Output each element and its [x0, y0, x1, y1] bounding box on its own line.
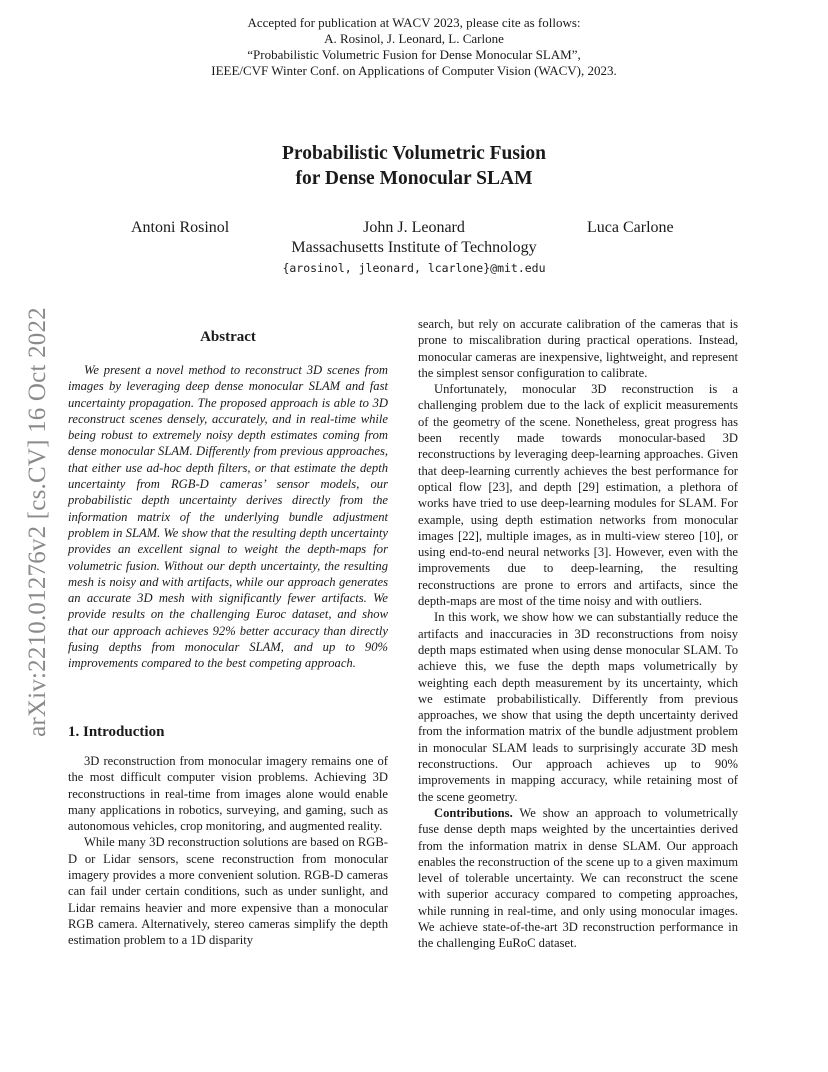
paragraph: Unfortunately, monocular 3D reconstruction is a challenging problem due to the lack of explicit measurements of the geometry of the scene. Nonetheless, great progress has been recently made towards monocular-based 3D reconstructions by leveraging deep-learning approaches. Given that deep-learning currently achieves the best performance for optical flow [23], and depth [29] estimation, a plethora of works have tried to use deep-learning modules for SLAM. For example, using depth estimation networks from monocular images [22], multiple images, as in multi-view stereo [10], or using end-to-end neural networks [3]. However, even with the improvements due to deep-learning, the resulting reconstructions are prone to errors and artifacts, since the depth-maps are most of the time noisy and with outliers. [418, 382, 738, 609]
notice-line: Accepted for publication at WACV 2023, please cite as follows: [247, 15, 581, 30]
notice-line: IEEE/CVF Winter Conf. on Applications of Computer Vision (WACV), 2023. [211, 63, 617, 78]
author-affiliation: Massachusetts Institute of Technology [291, 239, 537, 256]
paragraph: 3D reconstruction from monocular imagery remains one of the most difficult computer vision problems. Achieving 3D reconstructions in real-time from images alone would enable many applications in robotics, surveying, and gaming, such as autonomous vehicles, crop monitoring, and augmented reality. [68, 754, 388, 834]
publication-notice [0, 15, 828, 79]
paragraph: While many 3D reconstruction solutions are based on RGB-D or Lidar sensors, scene reconstruction from monocular imagery provides a more convenient solution. RGB-D cameras can fail under certain conditions, such as under sunlight, and Lidar remains heavier and more expensive than a monocular RGB camera. Alternatively, stereo cameras simplify the depth estimation problem to a 1D disparity [68, 835, 388, 948]
right-column [418, 316, 738, 952]
arxiv-stamp-text: arXiv:2210.01276v2 [cs.CV] 16 Oct 2022 [24, 307, 51, 737]
contributions-lead: Contributions. [434, 805, 513, 820]
introduction-body [68, 753, 388, 949]
contributions-text: We show an approach to volumetrically fuse dense depth maps weighted by the uncertainties derived from the information matrix in dense SLAM. Our approach enables the reconstruction of the scene up to a given maximum level of tolerable uncertainty. We can reconstruct the scene with superior accuracy compared to competing approaches, while running in real-time, and only using monocular images. We achieve state-of-the-art 3D reconstruction performance in the challenging EuRoC dataset. [418, 805, 738, 951]
abstract-body [68, 362, 388, 672]
paragraph: In this work, we show how we can substantially reduce the artifacts and inaccuracies in 3D reconstructions from noisy depth maps estimated when using dense monocular SLAM. To achieve this, we fuse the depth maps volumetrically by weighting each depth measurement by its uncertainty, which we estimate probabilistically. Differently from previous approaches, we show that using the depth uncertainty derived from the information matrix of the bundle adjustment problem in monocular SLAM leads to surprisingly accurate 3D mesh reconstructions. Our approach achieves up to 90% improvements in mapping accuracy, while retaining most of the scene geometry. [418, 610, 738, 804]
title-line: Probabilistic Volumetric Fusion [282, 143, 546, 164]
abstract-heading: Abstract [200, 329, 256, 345]
contributions-paragraph [418, 805, 738, 952]
title-line: for Dense Monocular SLAM [295, 168, 533, 189]
notice-line: “Probabilistic Volumetric Fusion for Dense Monocular SLAM”, [247, 47, 581, 62]
paper-title [0, 141, 828, 191]
author-emails: {arosinol, jleonard, lcarlone}@mit.edu [282, 261, 546, 275]
paragraph: search, but rely on accurate calibration of the cameras that is prone to miscalibration during practical operations. Instead, monocular cameras are inexpensive, lightweight, and represent the simplest sensor configuration to calibrate. [418, 317, 738, 380]
notice-line: A. Rosinol, J. Leonard, L. Carlone [324, 31, 504, 46]
author-name: Luca Carlone [587, 219, 674, 236]
author-name: John J. Leonard [363, 219, 465, 236]
abstract-text: We present a novel method to reconstruct 3D scenes from images by leveraging deep dense monocular SLAM and fast uncertainty propagation. The proposed approach is able to 3D reconstruct scenes densely, accurately, and in real-time while being robust to extremely noisy depth estimates coming from dense monocular SLAM. Differently from previous approaches, that either use ad-hoc depth filters, or that estimate the depth uncertainty from RGB-D cameras’ sensor models, our probabilistic depth uncertainty derives directly from the information matrix of the underlying bundle adjustment problem in SLAM. We show that the resulting depth uncertainty provides an excellent signal to weight the depth-maps for volumetric fusion. Without our depth uncertainty, the resulting mesh is noisy and with artifacts, while our approach generates an accurate 3D mesh with significantly fewer artifacts. We provide results on the challenging Euroc dataset, and show that our approach achieves 92% better accuracy than directly fusing depths from monocular SLAM, and up to 90% improvements compared to the best competing approach. [68, 363, 388, 671]
introduction-heading: 1. Introduction [68, 724, 165, 740]
author-name: Antoni Rosinol [131, 219, 230, 236]
